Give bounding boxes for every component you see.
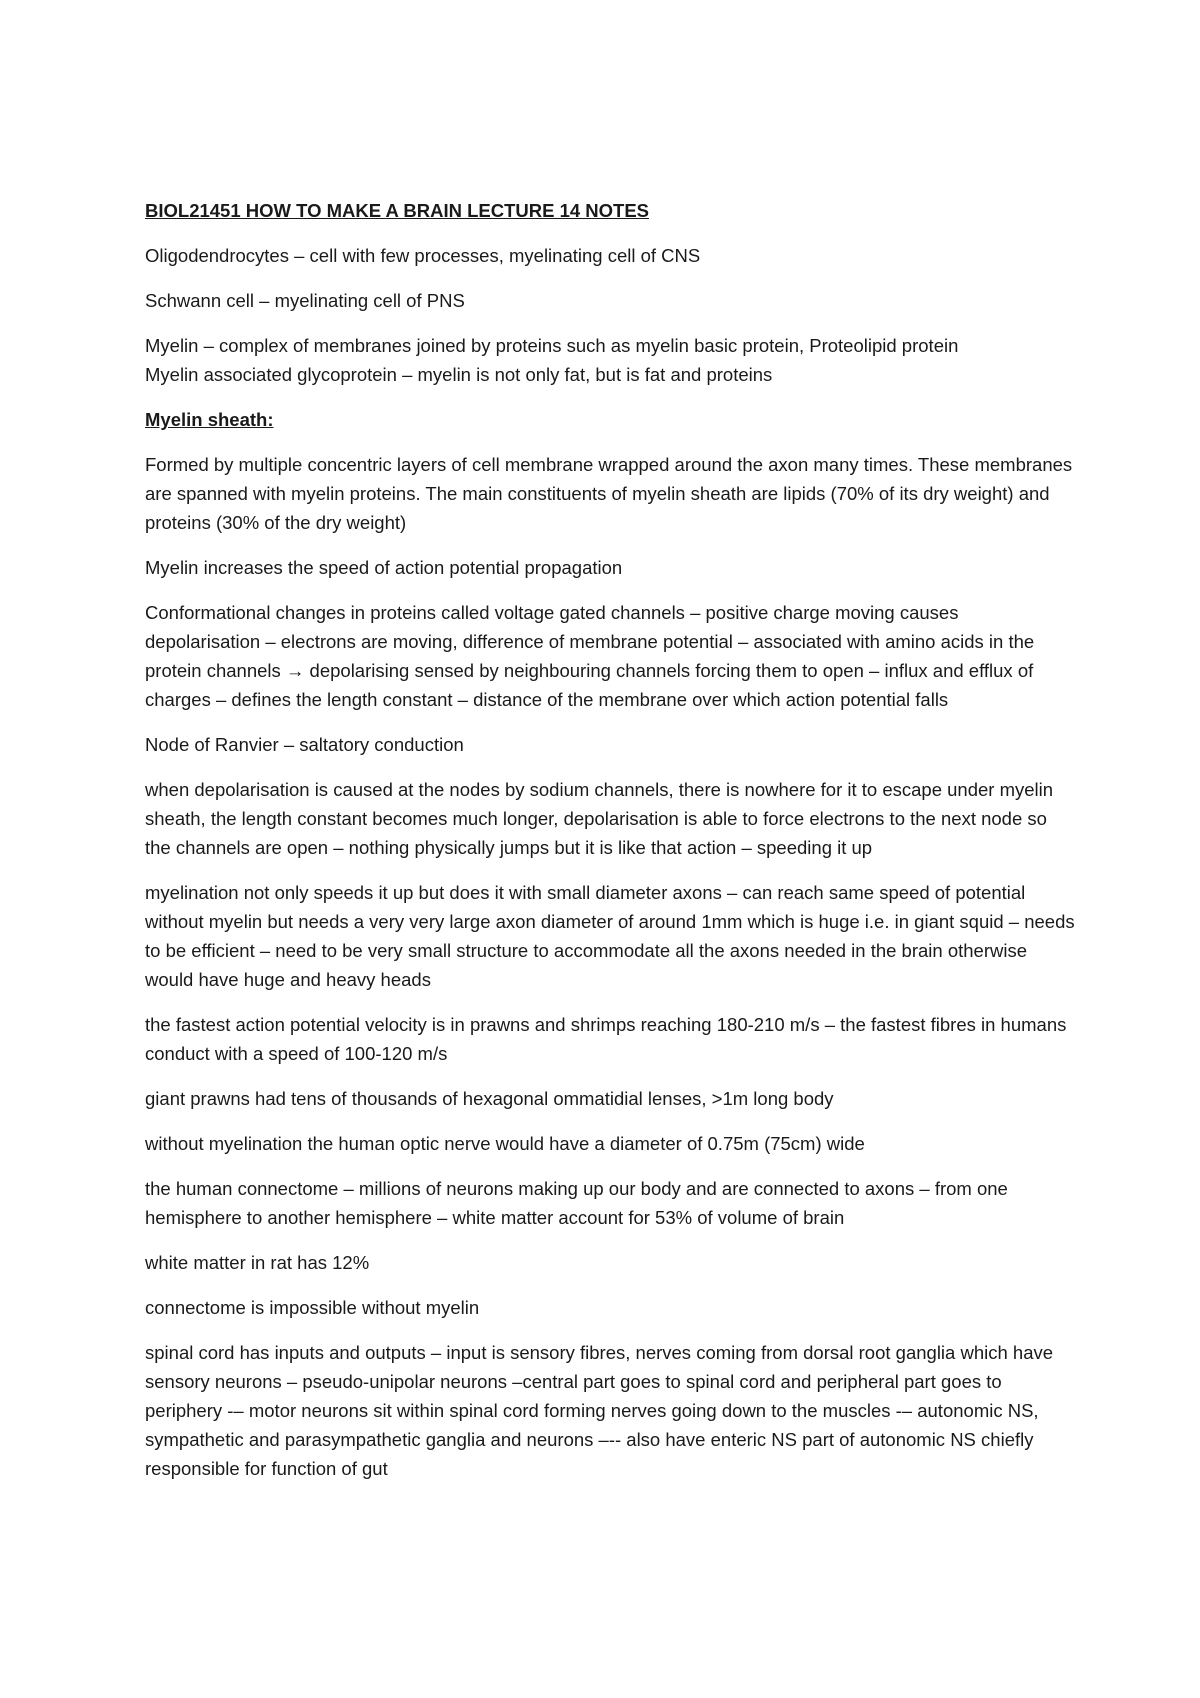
- paragraph-myelination-diameter: myelination not only speeds it up but does it with small diameter axons – can reach same speed of potential without myelin but needs a very very large axon diameter of around 1mm which is huge i.e. in giant squid – needs to be efficient – need to be very small structure to accommodate all the axons needed in the brain otherwise would have huge and heavy heads: [145, 882, 1075, 990]
- paragraph-spinal-cord: spinal cord has inputs and outputs – input is sensory fibres, nerves coming from dorsal root ganglia which have sensory neurons – pseudo-unipolar neurons –central part goes to spinal cord and peripheral part goes to periphery -– motor neurons sit within spinal cord forming nerves going down to the muscles -– autonomic NS, sympathetic and parasympathetic ganglia and neurons –-- also have enteric NS part of autonomic NS chiefly responsible for function of gut: [145, 1342, 1054, 1479]
- document-title: BIOL21451 HOW TO MAKE A BRAIN LECTURE 14 NOTES: [145, 200, 650, 221]
- document-page: [145, 196, 1075, 1499]
- paragraph-myelin-definition: Myelin – complex of membranes joined by proteins such as myelin basic protein, Proteolipid protein: [145, 335, 959, 356]
- paragraph-oligodendrocytes: Oligodendrocytes – cell with few processes, myelinating cell of CNS: [145, 245, 701, 266]
- paragraph-node-of-ranvier: Node of Ranvier – saltatory conduction: [145, 734, 464, 755]
- paragraph-giant-prawns: giant prawns had tens of thousands of hexagonal ommatidial lenses, >1m long body: [145, 1088, 834, 1109]
- paragraph-human-connectome: the human connectome – millions of neurons making up our body and are connected to axons – from one hemisphere to another hemisphere – white matter account for 53% of volume of brain: [145, 1178, 1008, 1228]
- paragraph-conformational-changes: Conformational changes in proteins called voltage gated channels – positive charge moving causes depolarisation – electrons are moving, difference of membrane potential – associated with amino acids in the protein channels → depolarising sensed by neighbouring channels forcing them to open – influx and efflux of charges – defines the length constant – distance of the membrane over which action potential falls: [145, 602, 1035, 710]
- paragraph-fastest-velocity: the fastest action potential velocity is in prawns and shrimps reaching 180-210 m/s – the fastest fibres in humans conduct with a speed of 100-120 m/s: [145, 1014, 1067, 1064]
- paragraph-myelin-sheath-structure: Formed by multiple concentric layers of cell membrane wrapped around the axon many times. These membranes are spanned with myelin proteins. The main constituents of myelin sheath are lipids (70% of its dry weight) and proteins (30% of the dry weight): [145, 454, 1073, 533]
- paragraph-schwann-cell: Schwann cell – myelinating cell of PNS: [145, 290, 465, 311]
- section-heading-myelin-sheath: Myelin sheath:: [145, 409, 274, 430]
- paragraph-depolarisation-nodes: when depolarisation is caused at the nodes by sodium channels, there is nowhere for it to escape under myelin sheath, the length constant becomes much longer, depolarisation is able to force electrons to the next node so the channels are open – nothing physically jumps but it is like that action – speeding it up: [145, 779, 1054, 858]
- paragraph-connectome-myelin: connectome is impossible without myelin: [145, 1297, 480, 1318]
- paragraph-myelin-glycoprotein: Myelin associated glycoprotein – myelin is not only fat, but is fat and proteins: [145, 364, 773, 385]
- paragraph-myelin-speed: Myelin increases the speed of action potential propagation: [145, 557, 623, 578]
- paragraph-optic-nerve: without myelination the human optic nerve would have a diameter of 0.75m (75cm) wide: [145, 1133, 865, 1154]
- paragraph-rat-white-matter: white matter in rat has 12%: [145, 1252, 370, 1273]
